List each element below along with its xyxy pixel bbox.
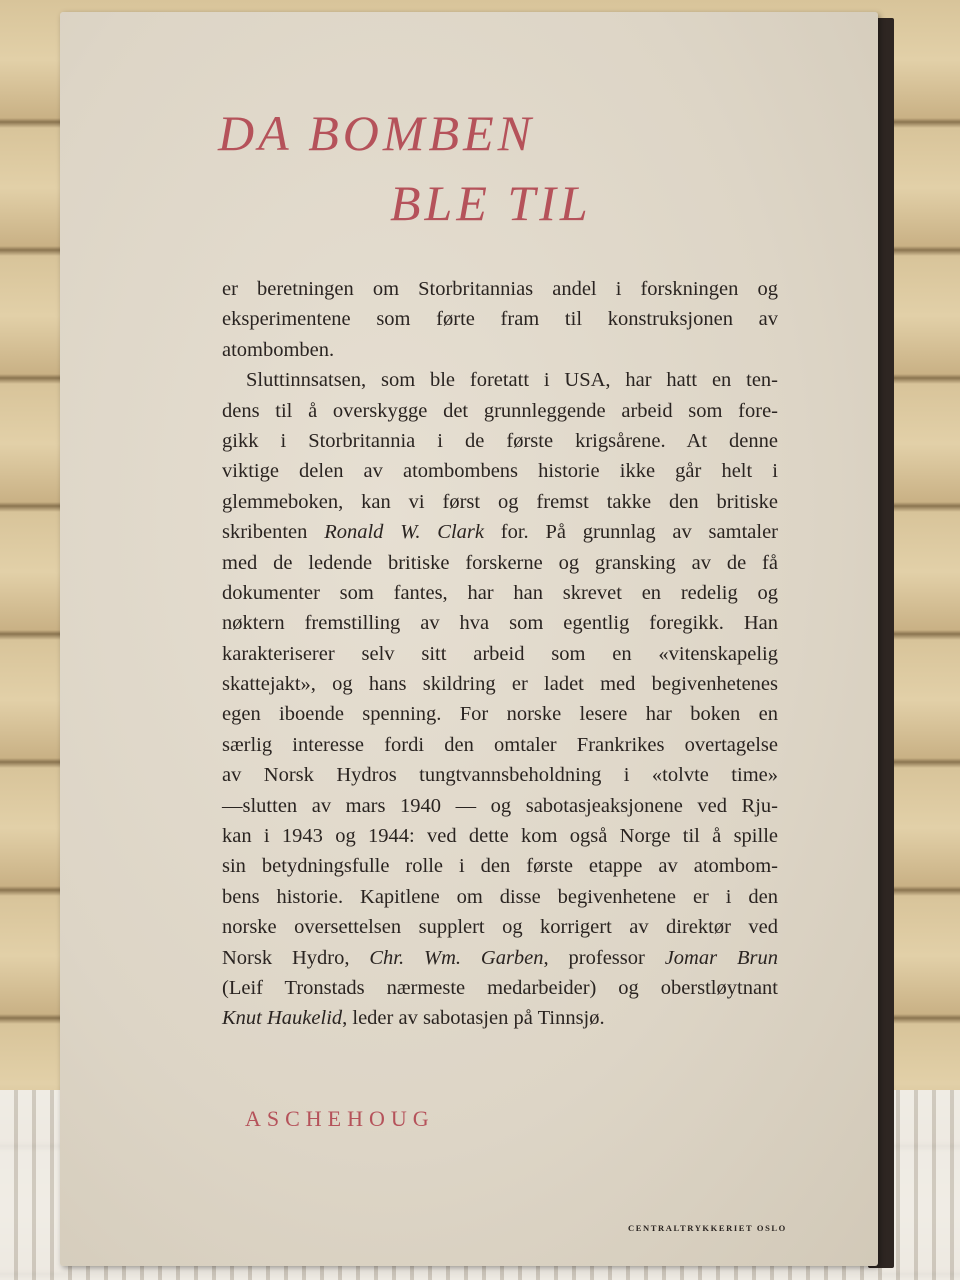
text-line [222, 791, 778, 821]
publisher-name: ASCHEHOUG [245, 1106, 435, 1131]
text-segment: Norsk Hydro, [222, 946, 370, 969]
text-segment: eksperimentene som førte fram til konstruksjonen av [222, 308, 778, 331]
text-segment: skattejakt», og hans skildring er ladet med begivenhetenes [222, 673, 778, 696]
text-line [222, 821, 778, 851]
italic-name: Jomar Brun [664, 946, 778, 969]
book-back-cover [60, 12, 878, 1266]
text-segment: , leder av sabotasjen på Tinnsjø. [342, 1007, 605, 1030]
text-line [222, 548, 778, 578]
text-segment: dens til å overskygge det grunnleggende arbeid som fore- [222, 399, 778, 422]
text-line [222, 578, 778, 608]
text-segment: —slutten av mars 1940 — og sabotasjeaksjonene ved Rju- [222, 794, 778, 817]
text-line [222, 973, 778, 1003]
text-segment: (Leif Tronstads nærmeste medarbeider) og oberstløytnant [222, 976, 778, 999]
text-line [222, 851, 778, 881]
text-segment: , professor [543, 946, 665, 969]
text-segment: norske oversettelsen supplert og korrigert av direktør ved [222, 916, 778, 939]
text-segment: skribenten [222, 521, 325, 544]
text-line [222, 730, 778, 760]
text-line [222, 274, 778, 304]
text-line [222, 396, 778, 426]
blurb-text [222, 274, 778, 1034]
text-segment: av Norsk Hydros tungtvannsbeholdning i «tolvte time» [222, 764, 778, 787]
text-line [222, 517, 778, 547]
printer-credit: CENTRALTRYKKERIET OSLO [628, 1223, 787, 1233]
text-segment: for. På grunnlag av samtaler [484, 521, 778, 544]
title-line-1: DA BOMBEN [218, 105, 535, 161]
text-segment: kan i 1943 og 1944: ved dette kom også Norge til å spille [222, 825, 778, 848]
text-segment: med de ledende britiske forskerne og gransking av de få [222, 551, 778, 574]
italic-name: Knut Haukelid [222, 1007, 343, 1030]
text-line [222, 943, 778, 973]
text-segment: er beretningen om Storbritannias andel i forskningen og [222, 278, 778, 300]
text-line [222, 1003, 778, 1033]
text-segment: nøktern fremstilling av hva som egentlig foregikk. Han [222, 612, 778, 635]
title-line-2: BLE TIL [390, 175, 592, 231]
text-line [222, 760, 778, 790]
text-line [222, 699, 778, 729]
text-segment: egen iboende spenning. For norske lesere har boken en [222, 703, 778, 726]
text-segment: bens historie. Kapitlene om disse begivenhetene er i den [222, 885, 778, 908]
text-line [222, 669, 778, 699]
text-segment: glemmeboken, kan vi først og fremst takke den britiske [222, 490, 778, 513]
text-line [222, 365, 778, 395]
text-line [222, 335, 778, 365]
text-line [222, 304, 778, 334]
text-line [222, 882, 778, 912]
text-line [222, 426, 778, 456]
italic-name: Ronald W. Clark [324, 521, 484, 544]
text-segment: sin betydningsfulle rolle i den første etappe av atombom- [222, 855, 778, 878]
text-segment: særlig interesse fordi den omtaler Frankrikes overtagelse [222, 733, 778, 756]
text-segment: dokumenter som fantes, har han skrevet en redelig og [222, 581, 778, 604]
text-line [222, 608, 778, 638]
text-segment: atombomben. [222, 338, 335, 361]
text-line [222, 456, 778, 486]
text-segment: gikk i Storbritannia i de første krigsårene. At denne [222, 429, 778, 452]
text-line [222, 639, 778, 669]
text-line [222, 487, 778, 517]
text-segment: viktige delen av atombombens historie ikke går helt i [222, 460, 778, 483]
text-segment: karakteriserer selv sitt arbeid som en «vitenskapelig [222, 642, 778, 665]
text-line [222, 912, 778, 942]
text-segment: Sluttinnsatsen, som ble foretatt i USA, har hatt en ten- [246, 369, 778, 392]
italic-name: Chr. Wm. Garben [369, 946, 544, 969]
